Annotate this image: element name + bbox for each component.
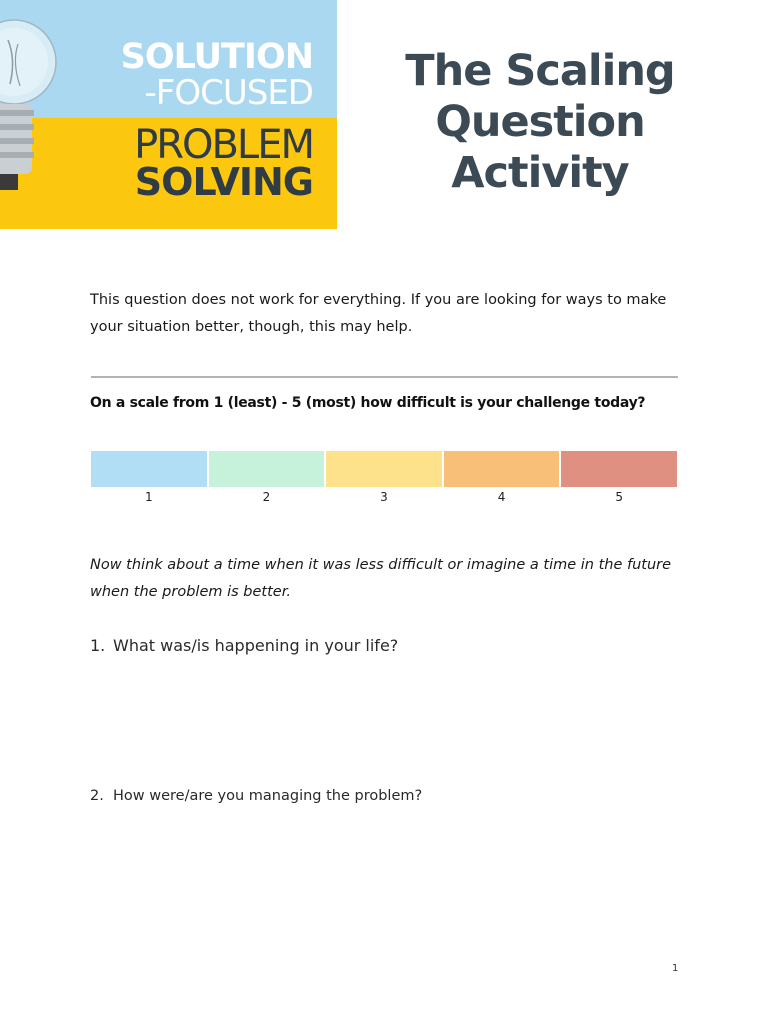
question-1-text: What was/is happening in your life? <box>113 636 399 655</box>
intro-paragraph: This question does not work for everything. If you are looking for ways to make your situation better, though, this may help. <box>90 292 667 335</box>
difficulty-scale <box>91 451 677 487</box>
question-2-number: 2. <box>90 788 104 804</box>
page-number: 1 <box>672 963 679 974</box>
title-line-2: Question <box>435 97 645 147</box>
scale-option-3[interactable] <box>326 451 442 487</box>
banner-image <box>0 0 337 229</box>
question-2-answer-field[interactable] <box>113 818 682 942</box>
title-line-1: The Scaling <box>405 46 675 96</box>
scale-labels <box>91 488 677 506</box>
scale-label-5: 5 <box>615 490 623 504</box>
page-title <box>370 46 710 199</box>
banner-text-solution: SOLUTION <box>120 37 313 77</box>
title-line-3: Activity <box>451 148 629 198</box>
scale-option-5[interactable] <box>561 451 677 487</box>
divider <box>91 376 678 378</box>
banner-text-solving: SOLVING <box>134 160 313 204</box>
question-2 <box>90 788 422 804</box>
light-bulb-icon <box>0 0 70 229</box>
question-1 <box>90 636 398 655</box>
question-1-answer-field[interactable] <box>113 668 682 772</box>
scale-label-1: 1 <box>144 490 153 504</box>
banner-text-focused: -FOCUSED <box>144 73 313 113</box>
scale-option-2[interactable] <box>209 451 325 487</box>
banner-text-problem: PROBLEM <box>134 122 313 168</box>
scale-label-4: 4 <box>497 490 506 504</box>
question-2-text: How were/are you managing the problem? <box>113 788 423 804</box>
scale-option-1[interactable] <box>91 451 207 487</box>
scale-label-2: 2 <box>262 490 271 504</box>
scale-label-3: 3 <box>380 490 388 504</box>
reflection-prompt: Now think about a time when it was less difficult or imagine a time in the future when the problem is better. <box>90 557 672 600</box>
scale-option-4[interactable] <box>444 451 560 487</box>
question-1-number: 1. <box>90 636 106 655</box>
scale-question: On a scale from 1 (least) - 5 (most) how difficult is your challenge today? <box>90 395 646 411</box>
